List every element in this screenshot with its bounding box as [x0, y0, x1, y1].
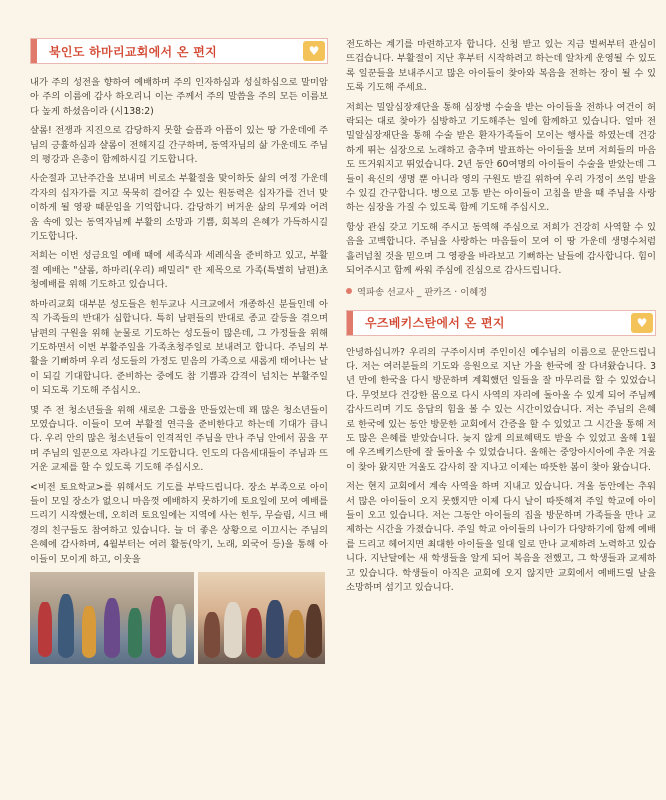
- photo-row: [30, 572, 328, 664]
- paragraph: 전도하는 계기를 마련하고자 합니다. 신청 받고 있는 지금 벌써부터 관심이 뜨겁습니다. 부활절이 지난 후부터 시작하려고 하는데 알차게 운영될 수 있도록 일꾼들을 보내주시고 많은 아이들이 찾아와 복음을 전하는 장이 될 수 있도록 기도해 주세요.: [346, 39, 656, 94]
- paragraph: 샬롬! 전쟁과 지진으로 감당하지 못할 슬픔과 아픔이 있는 땅 가운데에 주님의 긍휼하심과 샬롬이 전해지길 간구하며, 동역자님의 삶 가운데도 주님의 평강과 은총이 함께하시길 기도합니다.: [30, 125, 328, 166]
- paragraph: 내가 주의 성전을 향하여 예배하며 주의 인자하심과 성실하심으로 말미암아 주의 이름에 감사 하오리니 이는 주께서 주의 말씀을 주의 모든 이름보다 높게 하셨음이라 (시138:2): [30, 77, 328, 117]
- heart-icon: ♥: [631, 313, 653, 333]
- letter-body-india: [30, 76, 328, 567]
- paragraph: 저는 현지 교회에서 계속 사역을 하며 지내고 있습니다. 겨울 동안에는 추워서 많은 아이들이 오지 못했지만 이제 다시 날이 따뜻해져 주일 학교에 아이들이 오고 있습니다. 저는 그동안 아이들의 집을 방문하며 가족들을 만나 교제하는 시간을 가졌습니다. 주일 학교 아이들의 나이가 다양하기에 함께 예배를 드리고 헤어지면 최대한 아이들을 일대 일로 만나 교제하려 노력하고 있습니다. 지난달에는 새 학생들을 알게 되어 복음을 전했고, 그 학생들과 교제하고 있습니다. 학생들이 아직은 교회에 오지 않지만 교회에서 예배드릴 날을 소망하며 섬기고 있습니다.: [346, 481, 656, 593]
- letter-body-uzbekistan: [346, 346, 656, 596]
- dot-icon: [346, 288, 352, 294]
- paragraph: 항상 관심 갖고 기도해 주시고 동역해 주심으로 저희가 건강히 사역할 수 있음을 고백합니다. 주님을 사랑하는 마음들이 모여 이 땅 가운데 생명수처럼 흘러넘칠 것을 믿으며 그 영광을 바라보고 기뻐하는 날들에 감사합니다. 힘이 되어주시고 함께 싸워 주심에 진심으로 감사드립니다.: [346, 221, 656, 277]
- signature: 역파송 선교사 _ 판카즈 · 이혜정: [357, 286, 488, 298]
- photo-group-gathering: [198, 572, 325, 664]
- letter-header-india: [30, 38, 328, 64]
- paragraph: 하마리교회 대부분 성도들은 힌두교나 시크교에서 개종하신 분들인데 아직 가족들의 반대가 심합니다. 특히 남편들의 반대로 종교 갈등을 겪으며 남편의 구원을 위해 눈물로 기도하는 성도들이 많은데, 그 가정들을 위해 기도하면서 이번 부활주일을 가족초청주일로 보내려고 합니다. 주님의 부활을 기뻐하며 우리 성도들의 가정도 믿음의 가족으로 새롭게 태어나는 날이 되길 기대합니다. 준비하는 중에도 참 기쁨과 감격이 넘치는 부활주일이 되도록 기도해 주십시오.: [30, 298, 328, 397]
- header-accent-bar: [347, 311, 353, 335]
- paragraph: 저희는 이번 성금요일 예배 때에 세족식과 세례식을 준비하고 있고, 부활절 예배는 "샬롬, 하마리(우리) 패밀리" 란 제목으로 가족(특별히 남편)초청예배를 위해 기도하고 있습니다.: [30, 250, 328, 291]
- letter-body-india-continued: [346, 38, 656, 279]
- paragraph: 몇 주 전 청소년들을 위해 새로운 그룹을 만들었는데 꽤 많은 청소년들이 모였습니다. 이들이 모여 부활절 연극을 준비한다고 하는데 기대가 큽니다. 우리 안의 많은 청소년들이 인격적인 주님을 만나 주님 안에서 꿈을 꾸며 주님의 일꾼으로 자라나길 기도합니다. 인도의 다음세대들이 주님과 뜨거운 교제를 할 수 있도록 기도해 주십시오.: [30, 404, 328, 474]
- photo-children-worship: [30, 572, 194, 664]
- left-column: [30, 0, 328, 664]
- paragraph: <비전 토요학교>를 위해서도 기도를 부탁드립니다. 장소 부족으로 아이들이 모일 장소가 없으니 마음껏 예배하지 못하기에 토요일에 모여 예배를 드리기 시작했는데, 오히려 토요일에는 지역에 사는 힌두, 무슬림, 시크 배경의 친구들도 참여하고 있습니다. 늘 더 좋은 상황으로 이끄시는 주님의 은혜에 감사하며, 4월부터는 여러 활동(악기, 노래, 외국어 등)을 통해 아이들이 모이게 하고, 이웃을: [30, 481, 328, 565]
- letter-header-uzbekistan: [346, 310, 656, 336]
- right-column: [346, 0, 656, 600]
- paragraph: 안녕하십니까? 우리의 구주이시며 주인이신 예수님의 이름으로 문안드립니다. 저는 여러분들의 기도와 응원으로 지난 가을 한국에 잘 다녀왔습니다. 3년 만에 한국을 다시 방문하며 계획했던 일들을 잘 마무리를 할 수 있었습니다. 무엇보다 건강한 몸으로 다시 사역의 자리에 돌아올 수 있게 되어 주님께 감사드리며 기도 응답의 힘을 볼 수 있는 시간이었습니다. 저는 주님의 은혜로 한국에 있는 동안 방문한 교회에서 간증을 할 수 있었고 그 시간을 통해 저도 많은 은혜를 받았습니다. 늦지 않게 의료혜택도 받을 수 있었고 올해 1월에 우즈베키스탄에 잘 돌아올 수 있었습니다. 올해는 중앙아시아에 추운 겨울이 찾아 왔지만 겨울도 감사히 잘 지나고 이제는 따뜻한 봄이 찾아 왔습니다.: [346, 346, 656, 473]
- paragraph: 저희는 밀알심장재단을 통해 심장병 수술을 받는 아이들을 전하나 여건이 허락되는 대로 찾아가 심방하고 기도해주는 일에 함께하고 있습니다. 얼마 전 밀알심장재단을 통해 수술 받은 환자가족들이 모이는 행사를 하였는데 건강하게 뛰는 심장으로 노래하고 춤추며 발표하는 아이들을 보며 저희들의 마음도 뜨거워지고 뛰었습니다. 2년 동안 60여명의 아이들이 수술을 받았는데 그들이 육신의 생명 뿐 아니라 영의 구원도 받길 위하여 우리 가정이 쓰임 받을 수 있길 간구합니다. 병으로 고통 받는 아이들이 고침을 받을 때 주님을 사랑하는 심장을 가질 수 있도록 함께 기도해 주십시오.: [346, 101, 656, 214]
- letter-title-uzbekistan: 우즈베키스탄에서 온 편지: [365, 316, 505, 330]
- header-accent-bar: [31, 39, 37, 63]
- signature-line: [346, 284, 656, 298]
- letter-title-india: 북인도 하마리교회에서 온 편지: [49, 44, 218, 59]
- paragraph: 사순절과 고난주간을 보내며 비로소 부활절을 맞이하듯 삶의 여정 가운데 각자의 십자가를 지고 묵묵히 걸어갈 수 있는 원동력은 십자가를 건너 맞이하게 될 영광 때문임을 기억합니다. 감당하기 버거운 삶의 무게와 어려움 속에 있는 동역자님께 부활의 소망과 기쁨, 회복의 은혜가 가득하시길 기도합니다.: [30, 173, 328, 243]
- heart-icon: ♥: [303, 41, 325, 61]
